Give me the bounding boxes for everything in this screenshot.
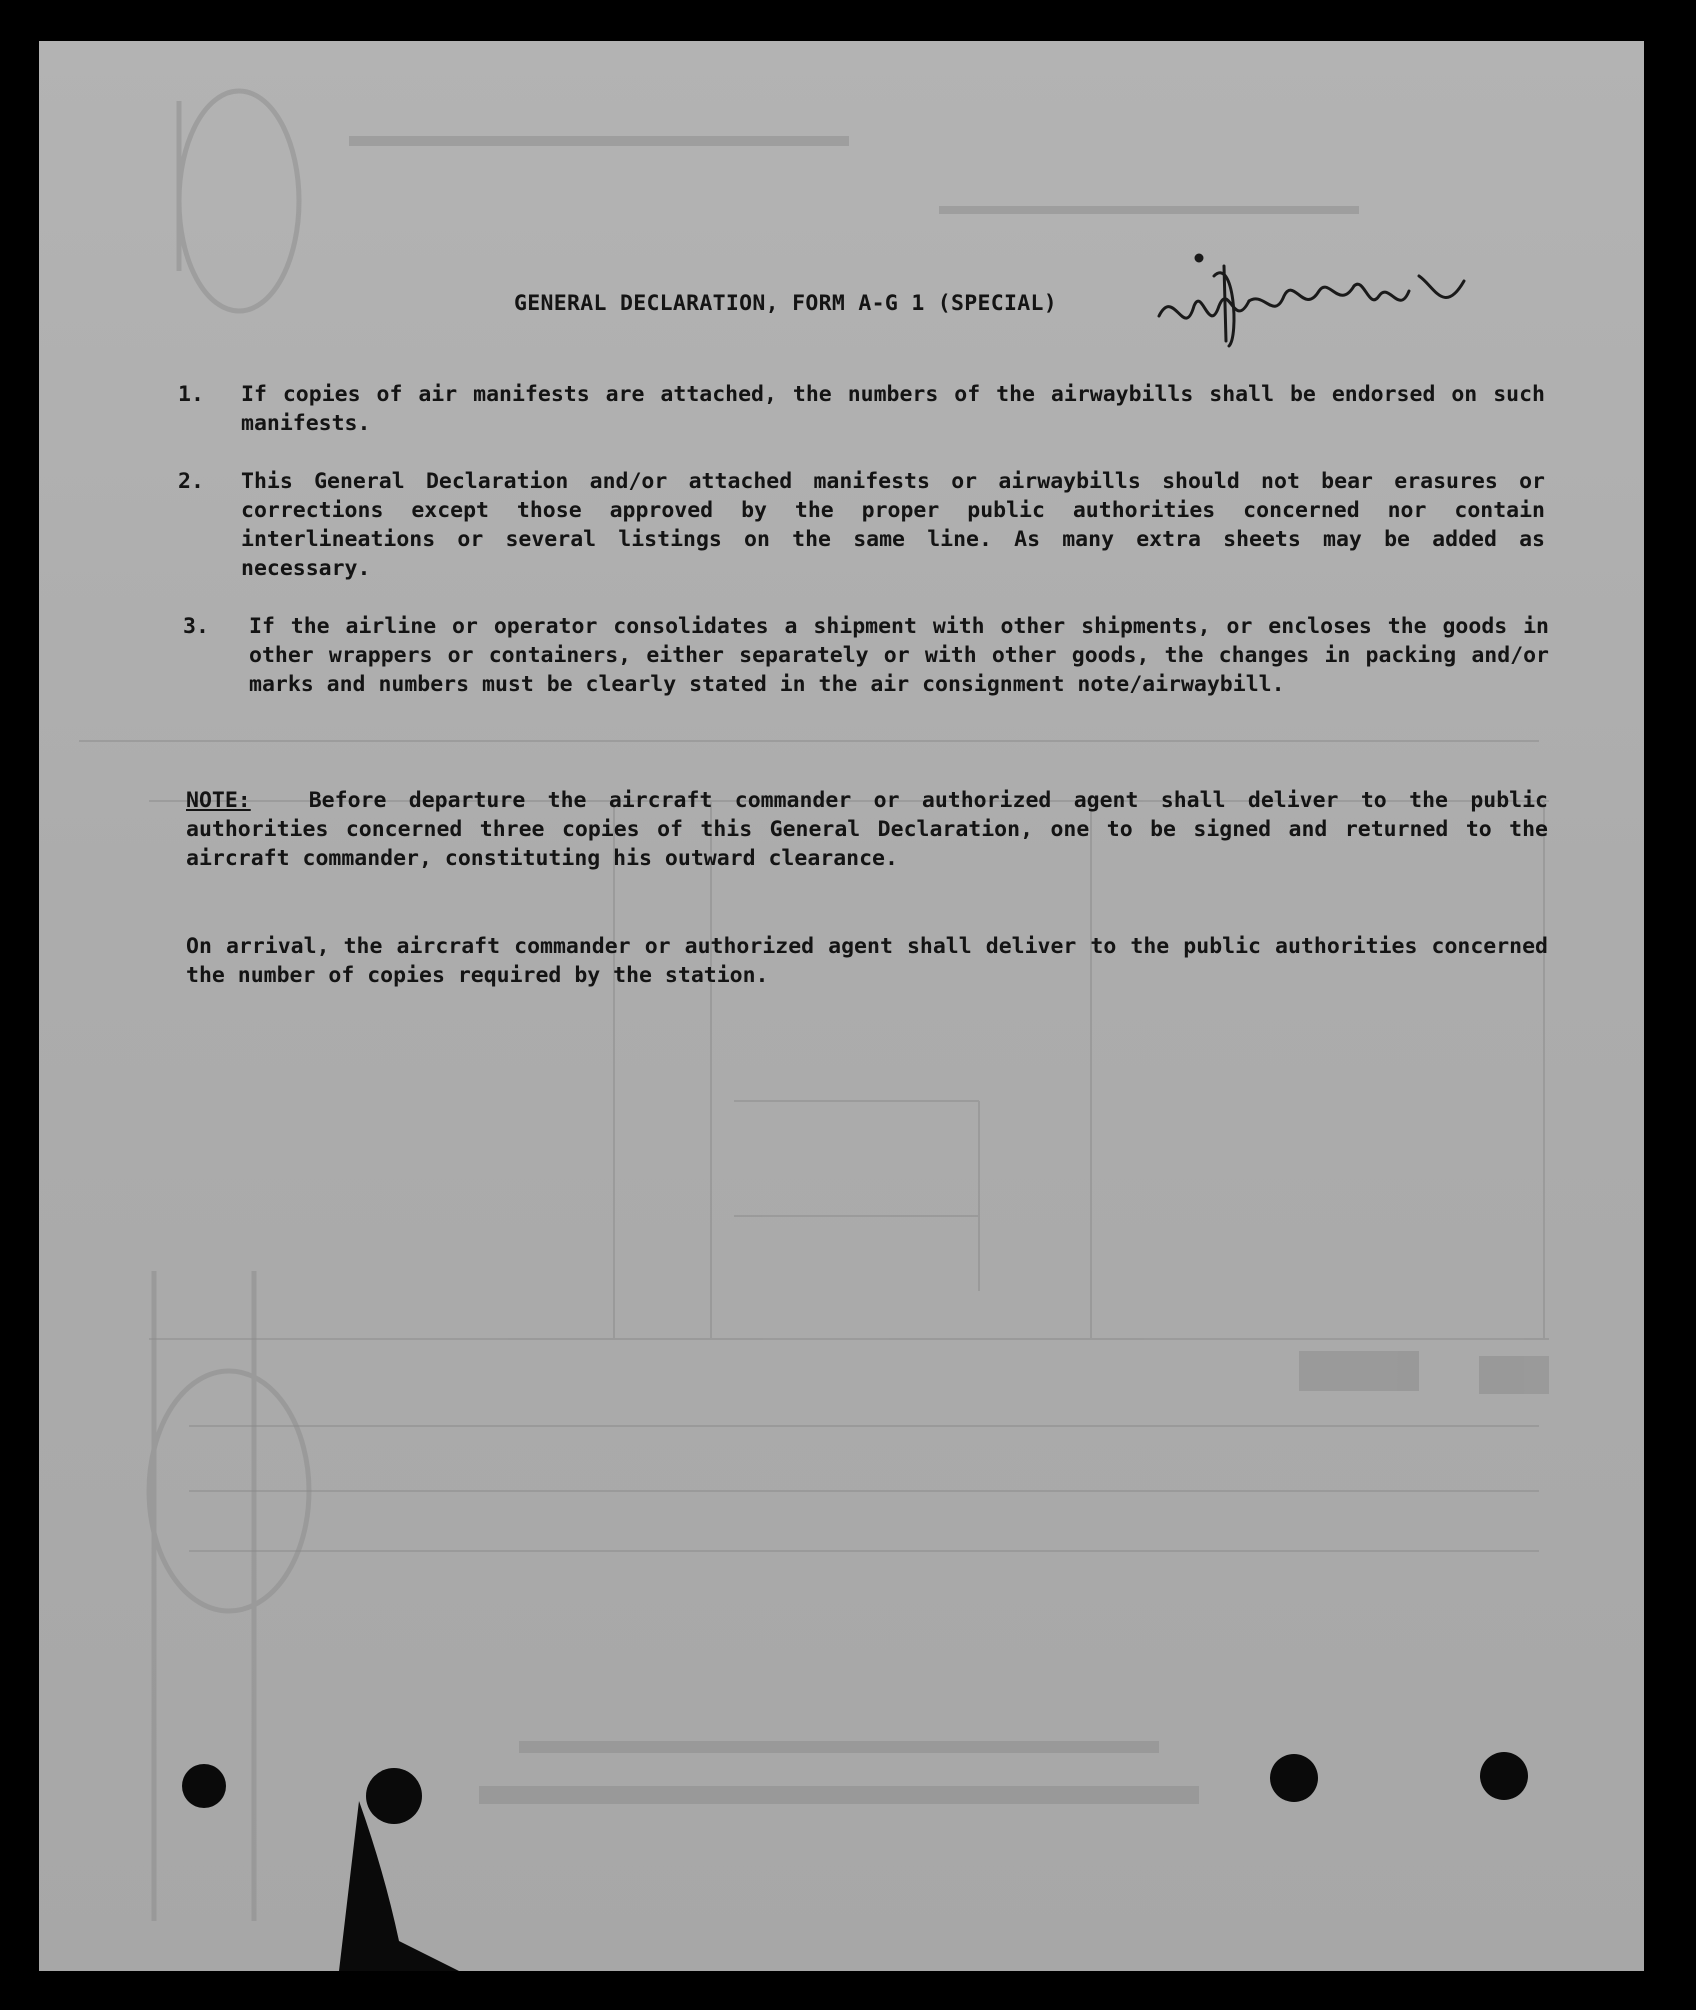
item-3-text: If the airline or operator consolidates a shipment with other shipments, or encloses the goods in other wrappers or containers, either separately or with other goods, the changes in packing and/or marks and numbers must be clearly stated in the air consignment note/airwaybill. [249, 614, 1549, 697]
note-paragraph [186, 786, 1548, 873]
item-3-number: 3. [183, 614, 209, 639]
handwritten-signature [1154, 246, 1494, 366]
arrival-paragraph: On arrival, the aircraft commander or authorized agent shall deliver to the public authorities concerned the number of copies required by the station. [186, 934, 1548, 988]
document-title: GENERAL DECLARATION, FORM A-G 1 (SPECIAL) [514, 291, 1058, 316]
note-text: Before departure the aircraft commander or authorized agent shall deliver to the public authorities concerned three copies of this General Declaration, one to be signed and returned to the aircraft commander, constituting his outward clearance. [186, 788, 1548, 871]
item-1-text: If copies of air manifests are attached, the numbers of the airwaybills shall be endorsed on such manifests. [241, 382, 1545, 436]
item-2-number: 2. [178, 469, 204, 494]
note-label: NOTE: [186, 788, 251, 813]
item-2-text: This General Declaration and/or attached manifests or airwaybills should not bear erasures or corrections except those approved by the proper public authorities concerned nor contain interlineations or several listings on the same line. As many extra sheets may be added as necessary. [241, 469, 1545, 581]
document-page [39, 41, 1644, 1971]
item-1-number: 1. [178, 382, 204, 407]
